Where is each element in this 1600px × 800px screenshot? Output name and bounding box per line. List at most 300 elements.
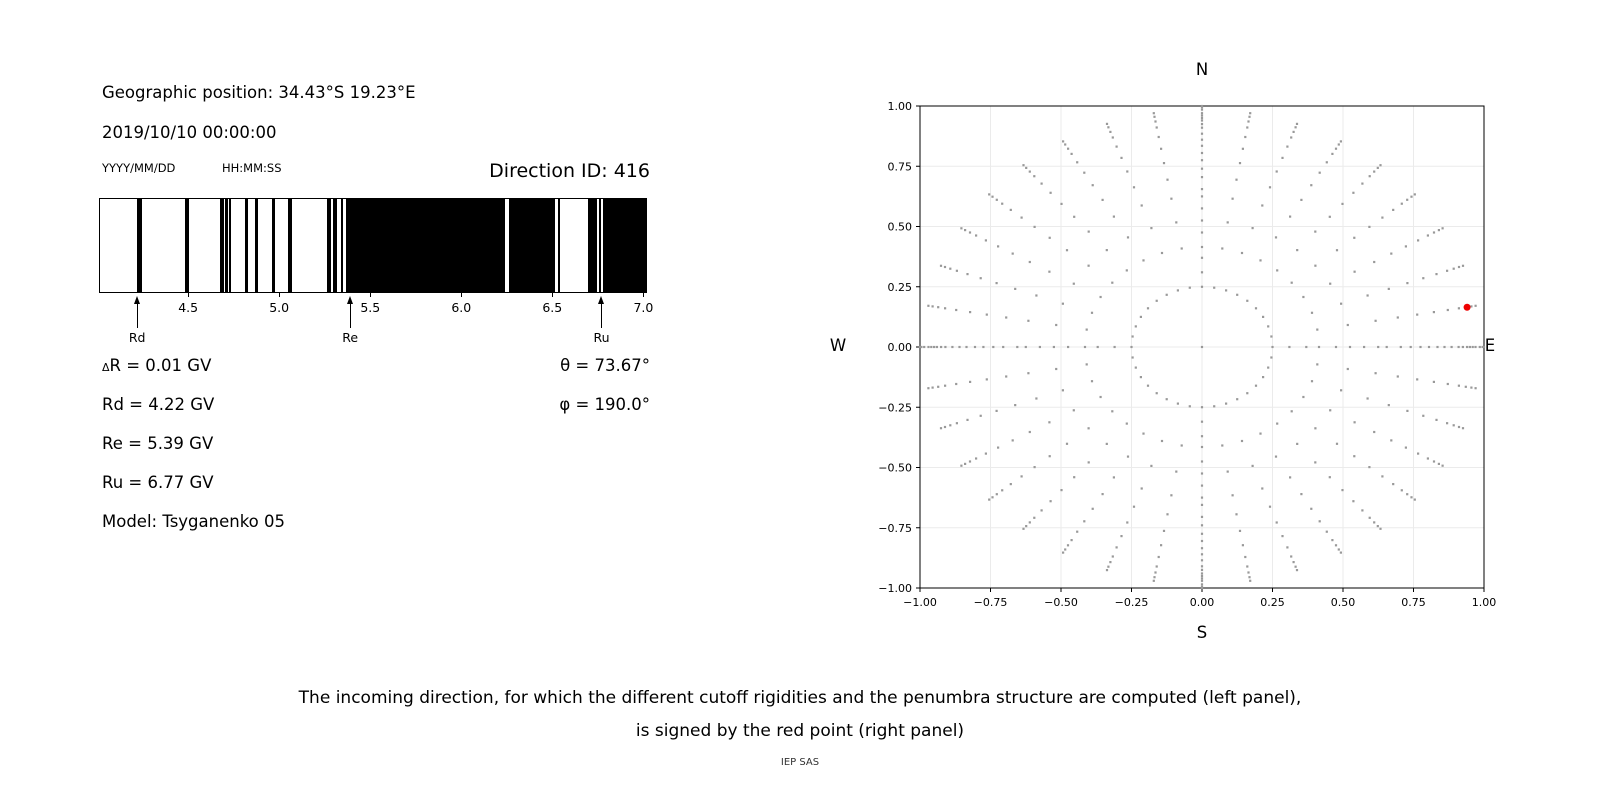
direction-dot (1091, 312, 1093, 314)
direction-dot (1021, 475, 1023, 477)
allowed-rigidity-band (599, 199, 601, 292)
direction-dot (1170, 198, 1172, 200)
direction-dot (1163, 162, 1165, 164)
direction-dot (1305, 346, 1307, 348)
direction-dot (1289, 476, 1291, 478)
direction-dot (1113, 476, 1115, 478)
direction-dot (1271, 346, 1273, 348)
direction-dot (944, 385, 946, 387)
direction-dot (1296, 569, 1298, 571)
direction-dot (1120, 157, 1122, 159)
direction-dot (960, 465, 962, 467)
direction-dot (937, 306, 939, 308)
direction-dot (1451, 346, 1453, 348)
direction-dot (1302, 396, 1304, 398)
direction-dot (1462, 346, 1464, 348)
direction-dot (1414, 499, 1416, 501)
direction-dot (1400, 346, 1402, 348)
direction-dot (1422, 277, 1424, 279)
direction-dot (936, 346, 938, 348)
direction-dot (1112, 136, 1114, 138)
direction-dot (1066, 443, 1068, 445)
direction-dot (1244, 136, 1246, 138)
direction-dot (969, 460, 971, 462)
allowed-rigidity-band (185, 199, 189, 292)
direction-dot (1092, 184, 1094, 186)
direction-dot (996, 493, 998, 495)
direction-dot (1310, 184, 1312, 186)
direction-dot (927, 387, 929, 389)
direction-dot (1201, 460, 1203, 462)
cutoff-marker-arrow-line (601, 303, 602, 328)
direction-dot (969, 381, 971, 383)
x-axis-tick-label: 0.25 (1260, 596, 1285, 609)
ru-value: Ru = 6.77 GV (102, 473, 214, 492)
direction-dot (1150, 465, 1152, 467)
direction-dot (1201, 219, 1203, 221)
direction-dot (919, 346, 921, 348)
allowed-rigidity-band (272, 199, 276, 292)
direction-dot (1041, 509, 1043, 511)
direction-dot (1225, 403, 1227, 405)
direction-dot (1034, 466, 1036, 468)
direction-dot (1116, 146, 1118, 148)
direction-dot (1088, 265, 1090, 267)
direction-dot (1270, 335, 1272, 337)
direction-id-text: Direction ID: 416 (489, 160, 650, 182)
direction-dot (1158, 136, 1160, 138)
direction-dot (1353, 237, 1355, 239)
direction-dot (1107, 126, 1109, 128)
direction-dot (1201, 575, 1203, 577)
direction-dot (1027, 372, 1029, 374)
direction-dot (1048, 421, 1050, 423)
direction-dot (1302, 296, 1304, 298)
direction-dot (1286, 146, 1288, 148)
direction-dot (1126, 423, 1128, 425)
direction-dot (937, 386, 939, 388)
x-axis-tick (643, 293, 644, 297)
direction-dot (1314, 265, 1316, 267)
direction-dot (1127, 456, 1129, 458)
direction-dot (1241, 252, 1243, 254)
direction-dot (1262, 316, 1264, 318)
x-axis-tick (461, 293, 462, 297)
y-axis-tick-label: 0.50 (887, 220, 912, 234)
selected-direction-red-point (1464, 304, 1471, 311)
direction-dot (1066, 249, 1068, 251)
direction-dot (1433, 231, 1435, 233)
direction-dot (1067, 346, 1069, 348)
direction-dot (1354, 421, 1356, 423)
direction-dot (1163, 530, 1165, 532)
direction-dot (1300, 199, 1302, 201)
direction-dot (964, 463, 966, 465)
direction-dot (1316, 329, 1318, 331)
allowed-rigidity-band (245, 199, 248, 292)
direction-dot (1213, 405, 1215, 407)
direction-dot (1286, 546, 1288, 548)
direction-dot (949, 268, 951, 270)
direction-dot (1331, 153, 1333, 155)
direction-dot (1236, 398, 1238, 400)
direction-dot (956, 270, 958, 272)
direction-dot (986, 378, 988, 380)
direction-dot (1033, 175, 1035, 177)
south-label: S (1196, 623, 1208, 642)
direction-dot (1242, 148, 1244, 150)
direction-dot (1414, 193, 1416, 195)
direction-dot (1446, 422, 1448, 424)
direction-dot (1419, 346, 1421, 348)
x-axis-tick-label: −0.50 (1044, 596, 1078, 609)
direction-dot (1201, 123, 1203, 125)
direction-dot (1005, 316, 1007, 318)
direction-dot (1106, 123, 1108, 125)
direction-dot (1142, 259, 1144, 261)
direction-dot (1347, 324, 1349, 326)
direction-dot (1406, 410, 1408, 412)
direction-dot (1267, 325, 1269, 327)
x-axis-tick-label: 0.00 (1189, 596, 1215, 609)
direction-dot (1109, 131, 1111, 133)
direction-dot (986, 314, 988, 316)
direction-dot (1153, 116, 1155, 118)
direction-dot (1252, 227, 1254, 229)
direction-dot (1142, 433, 1144, 435)
direction-dot (927, 346, 929, 348)
time-format-hint: HH:MM:SS (222, 161, 282, 175)
direction-dot (1201, 497, 1203, 499)
direction-dot (997, 447, 999, 449)
direction-dot (1427, 457, 1429, 459)
direction-dot (1435, 273, 1437, 275)
direction-dot (1335, 346, 1337, 348)
x-axis-tick (370, 293, 371, 297)
direction-dot (1132, 335, 1134, 337)
x-axis-tick-label: 0.50 (1330, 596, 1356, 609)
direction-dot (1073, 216, 1075, 218)
direction-dot (1140, 316, 1142, 318)
direction-dot (1248, 116, 1250, 118)
direction-dot (1033, 517, 1035, 519)
x-axis-tick-label: −0.75 (973, 596, 1008, 609)
direction-dot (1319, 172, 1321, 174)
direction-dot (1300, 493, 1302, 495)
y-axis-tick-label: 0.25 (887, 280, 912, 294)
direction-dot (1291, 410, 1293, 412)
north-label: N (1195, 60, 1209, 79)
direction-dot (1201, 105, 1203, 107)
allowed-rigidity-band (346, 199, 505, 292)
direction-dot (969, 231, 971, 233)
direction-dot (1244, 556, 1246, 558)
direction-dot (1102, 199, 1104, 201)
direction-dot (1410, 346, 1412, 348)
direction-dot (997, 245, 999, 247)
direction-dot (1201, 115, 1203, 117)
x-axis-tick (279, 293, 280, 297)
direction-dot (1120, 535, 1122, 537)
direction-dot (1086, 363, 1088, 365)
direction-dot (1201, 207, 1203, 209)
direction-dot (1189, 405, 1191, 407)
direction-dot (1201, 176, 1203, 178)
direction-dot (1132, 356, 1134, 358)
direction-dot (1470, 305, 1472, 307)
direction-dot (940, 346, 942, 348)
x-axis-tick (188, 293, 189, 297)
direction-dot (1014, 288, 1016, 290)
direction-dot (1255, 307, 1257, 309)
direction-dot (1050, 192, 1052, 194)
direction-dot (1379, 164, 1381, 166)
direction-dot (1227, 471, 1229, 473)
direction-dot (927, 305, 929, 307)
direction-dot (985, 239, 987, 241)
direction-dot (1326, 161, 1328, 163)
direction-dot (1405, 447, 1407, 449)
direction-dot (1401, 489, 1403, 491)
direction-dot (1458, 307, 1460, 309)
allowed-rigidity-band (341, 199, 343, 292)
direction-dot (1314, 427, 1316, 429)
direction-dot (1381, 217, 1383, 219)
allowed-rigidity-band (225, 199, 227, 292)
direction-dot (1361, 183, 1363, 185)
direction-dot (1443, 346, 1445, 348)
direction-dot (1296, 123, 1298, 125)
y-axis-tick-label: 1.00 (887, 100, 912, 113)
direction-dot (1092, 508, 1094, 510)
direction-dot (1064, 143, 1066, 145)
direction-dot (974, 346, 976, 348)
delta-r-value: ΔR = 0.01 GV (102, 356, 212, 375)
direction-dot (1181, 247, 1183, 249)
allowed-rigidity-band (603, 199, 648, 292)
direction-dot (1166, 179, 1168, 181)
direction-dot (1438, 229, 1440, 231)
direction-dot (1373, 171, 1375, 173)
direction-dot (955, 383, 957, 385)
direction-dot (1201, 516, 1203, 518)
direction-dot (1071, 539, 1073, 541)
direction-dot (992, 346, 994, 348)
direction-dot (930, 346, 932, 348)
direction-dot (1083, 520, 1085, 522)
direction-dot (1422, 415, 1424, 417)
direction-dot (1160, 544, 1162, 546)
direction-dot (1275, 456, 1277, 458)
direction-dot (980, 277, 982, 279)
direction-dot (1111, 410, 1113, 412)
direction-dot (1261, 204, 1263, 206)
direction-dot (1276, 423, 1278, 425)
direction-dot (1232, 198, 1234, 200)
direction-dot (1295, 566, 1297, 568)
direction-dot (932, 305, 934, 307)
direction-dot (1116, 546, 1118, 548)
model-text: Model: Tsyganenko 05 (102, 512, 286, 531)
direction-dot (1416, 314, 1418, 316)
direction-dot (1049, 455, 1051, 457)
direction-dot (1447, 309, 1449, 311)
direction-dot (1269, 506, 1271, 508)
direction-dot (966, 273, 968, 275)
direction-dot (1406, 199, 1408, 201)
direction-dot (1329, 283, 1331, 285)
penumbra-plot-area (99, 198, 647, 293)
direction-dot (1433, 460, 1435, 462)
direction-dot (1201, 145, 1203, 147)
direction-dot (1201, 580, 1203, 582)
direction-dot (1014, 404, 1016, 406)
direction-dot (1154, 120, 1156, 122)
direction-dot (1249, 112, 1251, 114)
allowed-rigidity-band (558, 199, 561, 292)
direction-dot (1410, 496, 1412, 498)
direction-dot (1060, 203, 1062, 205)
direction-dot (1340, 303, 1342, 305)
direction-dot (1112, 555, 1114, 557)
direction-dot (1377, 525, 1379, 527)
direction-dot (1130, 346, 1132, 348)
direction-dot (1201, 231, 1203, 233)
direction-dot (1175, 471, 1177, 473)
direction-dot (1367, 294, 1369, 296)
direction-dot (1153, 580, 1155, 582)
y-axis-tick-label: −0.50 (878, 461, 912, 475)
direction-dot (1248, 576, 1250, 578)
direction-dot (1335, 544, 1337, 546)
direction-dot (1293, 561, 1295, 563)
direction-dot (955, 309, 957, 311)
direction-dot (1377, 346, 1379, 348)
direction-dot (1114, 346, 1116, 348)
direction-dot (1368, 226, 1370, 228)
allowed-rigidity-band (327, 199, 331, 292)
direction-dot (1201, 119, 1203, 121)
direction-dot (1107, 566, 1109, 568)
x-axis-tick-label: 5.0 (269, 300, 290, 315)
direction-dot (958, 346, 960, 348)
direction-dot (1025, 525, 1027, 527)
direction-dot (1361, 509, 1363, 511)
direction-dot (1340, 552, 1342, 554)
direction-dot (1319, 520, 1321, 522)
direction-dot (1135, 367, 1137, 369)
direction-dot (1201, 587, 1203, 589)
direction-dot (944, 346, 946, 348)
allowed-rigidity-band (229, 199, 231, 292)
direction-dot (1433, 311, 1435, 313)
direction-dot (1235, 179, 1237, 181)
direction-dot (1401, 203, 1403, 205)
cutoff-marker-arrow-line (137, 303, 138, 328)
direction-dot (1458, 426, 1460, 428)
direction-dot (1177, 289, 1179, 291)
direction-dot (1113, 216, 1115, 218)
cutoff-marker-label-ru: Ru (593, 330, 610, 345)
direction-dot (1311, 312, 1313, 314)
direction-dot (1201, 565, 1203, 567)
direction-dot (1397, 375, 1399, 377)
direction-dot (1465, 386, 1467, 388)
direction-dot (1100, 396, 1102, 398)
direction-dot (1375, 320, 1377, 322)
x-axis-tick-label: 5.5 (360, 300, 381, 315)
direction-dot (1335, 148, 1337, 150)
direction-dot (1201, 559, 1203, 561)
direction-dot (1417, 239, 1419, 241)
direction-dot (1201, 188, 1203, 190)
direction-dot (1166, 513, 1168, 515)
direction-dot (1002, 346, 1004, 348)
credit-text: IEP SAS (780, 757, 820, 768)
x-axis-tick-label: 6.0 (451, 300, 472, 315)
direction-dot (982, 346, 984, 348)
x-axis-tick (552, 293, 553, 297)
allowed-rigidity-band (509, 199, 555, 292)
direction-dot (1405, 245, 1407, 247)
direction-dot (1073, 409, 1075, 411)
direction-dot (1073, 283, 1075, 285)
direction-dot (1293, 131, 1295, 133)
direction-dot (1201, 346, 1203, 348)
direction-dot (1427, 234, 1429, 236)
direction-dot (1232, 494, 1234, 496)
direction-dot (1311, 380, 1313, 382)
direction-dot (1390, 253, 1392, 255)
direction-dot (1246, 565, 1248, 567)
caption-line-1: The incoming direction, for which the different cutoff rigidities and the penumbra structure are computed (left panel), (298, 688, 1302, 708)
direction-dot (1189, 287, 1191, 289)
direction-dot (1255, 385, 1257, 387)
direction-dot (1259, 433, 1261, 435)
direction-dot (1147, 307, 1149, 309)
direction-dot (988, 193, 990, 195)
direction-dot (969, 311, 971, 313)
direction-dot (975, 234, 977, 236)
direction-dot (1338, 143, 1340, 145)
direction-dot (1373, 431, 1375, 433)
direction-dot (1126, 521, 1128, 523)
y-axis-tick-label: 0.75 (887, 160, 912, 174)
direction-dot (1029, 521, 1031, 523)
direction-dot (1154, 571, 1156, 573)
direction-dot (1166, 398, 1168, 400)
direction-dot (1201, 572, 1203, 574)
direction-dot (1201, 435, 1203, 437)
direction-dot (1470, 387, 1472, 389)
caption-line-2: is signed by the red point (right panel) (635, 721, 965, 741)
direction-dot (1084, 346, 1086, 348)
direction-dot (1288, 346, 1290, 348)
direction-dot (1225, 289, 1227, 291)
direction-dot (1126, 170, 1128, 172)
direction-dot (1347, 368, 1349, 370)
direction-dot (1249, 580, 1251, 582)
direction-dot (1097, 346, 1099, 348)
x-axis-tick-label: 6.5 (542, 300, 563, 315)
direction-dot (1141, 204, 1143, 206)
direction-dot (1181, 444, 1183, 446)
direction-dot (944, 426, 946, 428)
direction-dot (1088, 427, 1090, 429)
y-axis-tick-label: 0.00 (887, 341, 912, 354)
direction-dot (1246, 392, 1248, 394)
direction-dot (1062, 552, 1064, 554)
